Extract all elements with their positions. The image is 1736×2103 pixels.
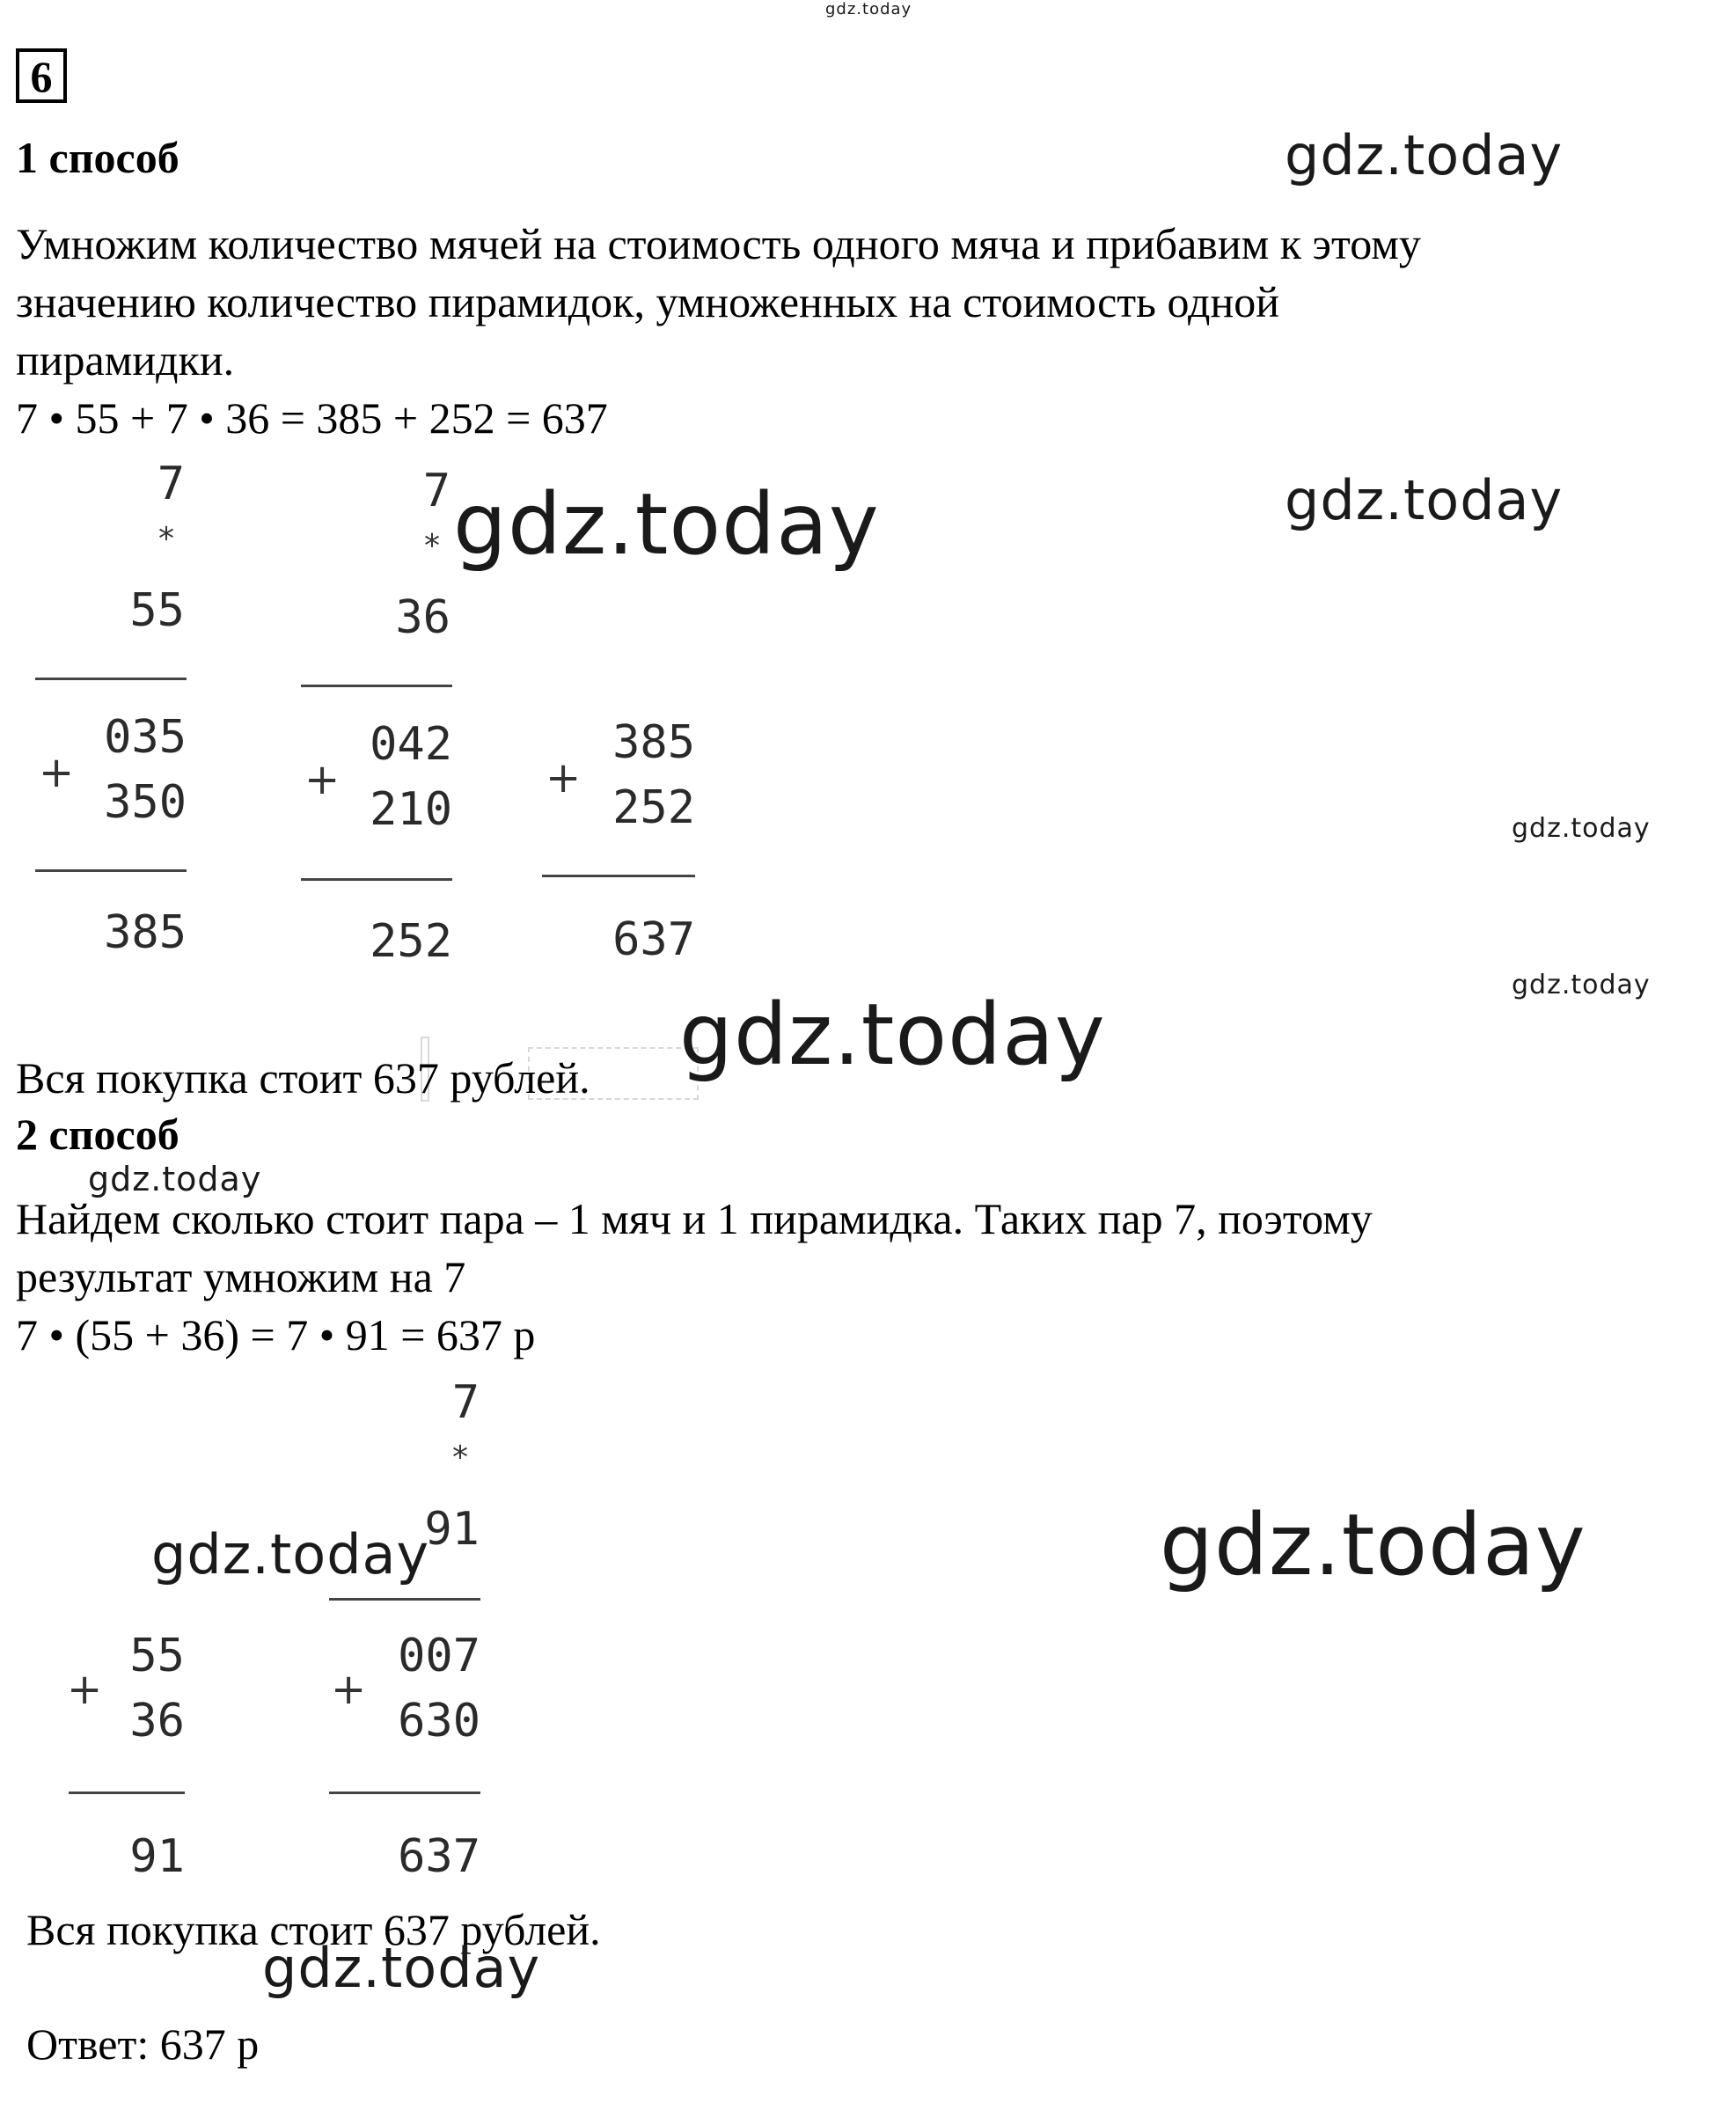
method2-text-line2: результат умножим на 7: [16, 1252, 466, 1301]
calc-sum-plus: +: [67, 1665, 103, 1714]
calc-mul-plus: +: [331, 1665, 367, 1714]
task-number: 6: [16, 48, 67, 103]
calc-mul-multiplicand: 91: [424, 1503, 480, 1556]
calc1-plus: +: [39, 748, 75, 797]
calc2-multiply-sign: *: [424, 528, 440, 564]
calc3-addend1: 385: [612, 716, 695, 769]
calc2-plus: +: [304, 755, 341, 804]
calc1-multiply-sign: *: [158, 521, 174, 557]
calc1-result: 385: [104, 906, 187, 959]
answer: Ответ: 637 р: [26, 2019, 260, 2069]
calc1-multiplicand: 55: [129, 584, 185, 637]
method1-text-line3: пирамидки.: [16, 335, 235, 385]
calc2-partial2: 210: [370, 783, 452, 836]
watermark: gdz.today: [1512, 970, 1651, 1000]
watermark: gdz.today: [262, 1936, 541, 2000]
watermark: gdz.today: [453, 475, 880, 574]
watermark: gdz.today: [1285, 123, 1564, 187]
calc2-multiplier: 7: [422, 465, 450, 517]
method1-conclusion: Вся покупка стоит 637 рублей.: [16, 1053, 590, 1103]
method1-text-line2: значению количество пирамидок, умноженных на стоимость одной: [16, 277, 1279, 326]
calc-sum-addend1: 55: [129, 1630, 185, 1682]
calc-sum-addend2: 36: [129, 1695, 185, 1748]
method2-formula: 7 • (55 + 36) = 7 • 91 = 637 р: [16, 1310, 536, 1359]
calc2-multiplicand: 36: [395, 591, 450, 644]
watermark: gdz.today: [679, 986, 1106, 1084]
calc3-line: [542, 875, 695, 877]
calc-mul-line2: [329, 1792, 480, 1794]
calc2-result: 252: [370, 915, 452, 968]
calc2-line2: [301, 878, 452, 881]
watermark: gdz.today: [88, 1160, 262, 1198]
calc2-partial1: 042: [370, 718, 452, 771]
calc1-line2: [35, 869, 187, 872]
calc-sum-line: [69, 1792, 185, 1794]
watermark: gdz.today: [1285, 468, 1564, 532]
calc-mul-partial1: 007: [398, 1630, 480, 1682]
calc-mul-line1: [329, 1598, 480, 1601]
method1-text-line1: Умножим количество мячей на стоимость одного мяча и прибавим к этому: [16, 219, 1421, 268]
calc1-partial1: 035: [104, 711, 187, 764]
method2-heading: 2 способ: [16, 1110, 179, 1159]
calc3-addend2: 252: [612, 781, 695, 834]
calc-mul-result: 637: [398, 1830, 480, 1883]
calc-mul-multiplier: 7: [451, 1376, 480, 1429]
method1-heading: 1 способ: [16, 133, 179, 182]
method2-text-line1: Найдем сколько стоит пара – 1 мяч и 1 пирамидка. Таких пар 7, поэтому: [16, 1194, 1373, 1243]
calc3-result: 637: [612, 913, 695, 966]
calc-mul-partial2: 630: [398, 1695, 480, 1748]
calc1-multiplier: 7: [157, 458, 185, 510]
calc2-line1: [301, 685, 452, 687]
method1-formula: 7 • 55 + 7 • 36 = 385 + 252 = 637: [16, 393, 608, 443]
calc3-plus: +: [546, 753, 582, 802]
watermark: gdz.today: [1160, 1496, 1586, 1594]
calc1-partial2: 350: [104, 776, 187, 829]
watermark: gdz.today: [1512, 813, 1651, 844]
watermark: gdz.today: [151, 1522, 430, 1586]
calc1-line1: [35, 678, 187, 680]
watermark-top: gdz.today: [825, 0, 912, 18]
method2-conclusion: Вся покупка стоит 637 рублей.: [26, 1905, 601, 1954]
calc-mul-multiply-sign: *: [452, 1440, 468, 1476]
calc-sum-result: 91: [129, 1830, 185, 1883]
